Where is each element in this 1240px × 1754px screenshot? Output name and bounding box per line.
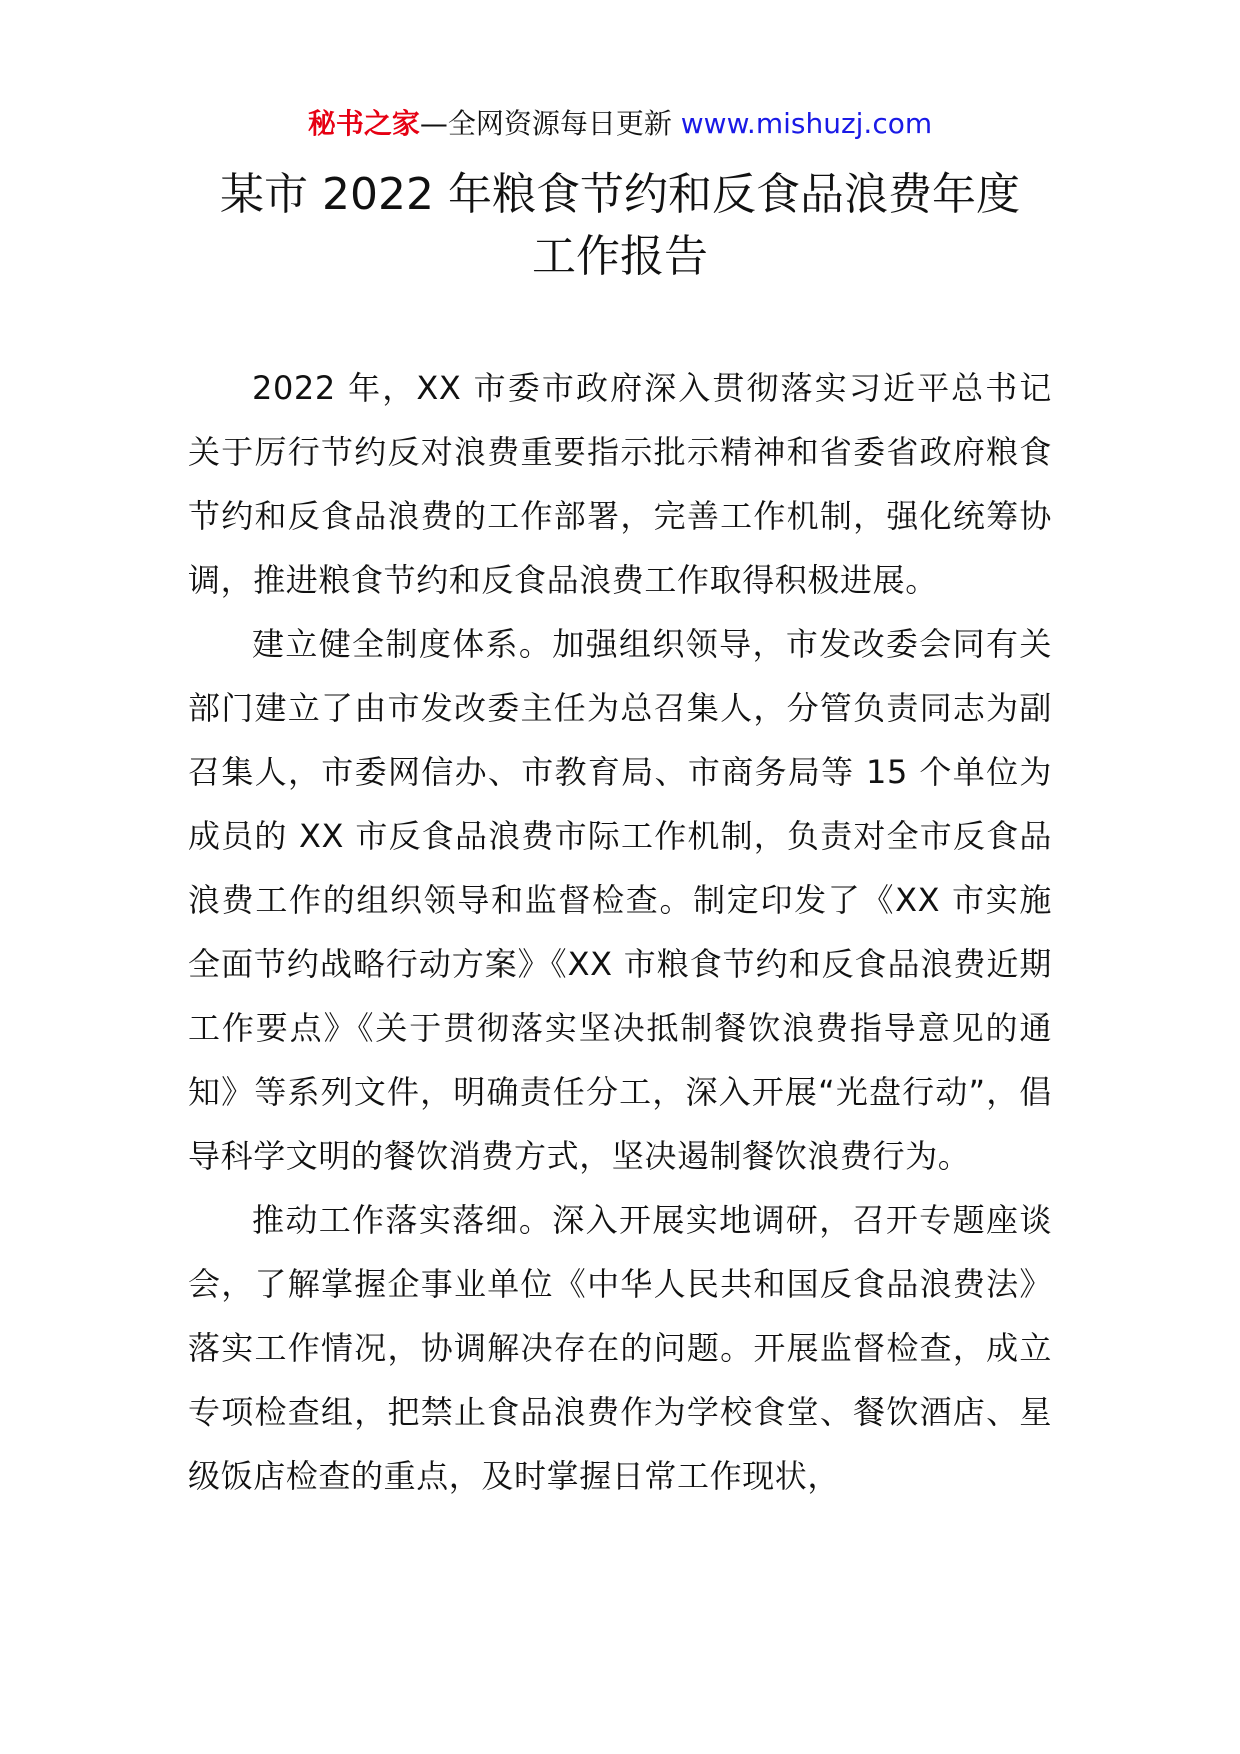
title-line-2: 工作报告: [532, 231, 708, 282]
paragraph-implementation: 推动工作落实落细。深入开展实地调研，召开专题座谈会，了解掌握企事业单位《中华人民共和国反食品浪费法》落实工作情况，协调解决存在的问题。开展监督检查，成立专项检查组，把禁止食品浪费作为学校食堂、餐饮酒店、星级饭店检查的重点，及时掌握日常工作现状，: [188, 1201, 1052, 1495]
title-line-1: 某市 2022 年粮食节约和反食品浪费年度: [220, 169, 1020, 220]
site-header: [0, 104, 1240, 144]
site-brand: 秘书之家: [307, 107, 420, 140]
paragraph-intro: 2022 年，XX 市委市政府深入贯彻落实习近平总书记关于厉行节约反对浪费重要指示批示精神和省委省政府粮食节约和反食品浪费的工作部署，完善工作机制，强化统筹协调，推进粮食节约和反食品浪费工作取得积极进展。: [188, 369, 1052, 599]
site-url-link[interactable]: www.mishuzj.com: [680, 107, 933, 140]
site-tagline: —全网资源每日更新: [419, 107, 681, 140]
paragraph-system: 建立健全制度体系。加强组织领导，市发改委会同有关部门建立了由市发改委主任为总召集人，分管负责同志为副召集人，市委网信办、市教育局、市商务局等 15 个单位为成员的 XX 市反食品浪费市际工作机制，负责对全市反食品浪费工作的组织领导和监督检查。制定印发了《XX 市实施全面节约战略行动方案》《XX 市粮食节约和反食品浪费近期工作要点》《关于贯彻落实坚决抵制餐饮浪费指导意见的通知》等系列文件，明确责任分工，深入开展“光盘行动”，倡导科学文明的餐饮消费方式，坚决遏制餐饮浪费行为。: [188, 625, 1052, 1175]
document-body: [188, 356, 1052, 1508]
document-title: [0, 164, 1240, 288]
